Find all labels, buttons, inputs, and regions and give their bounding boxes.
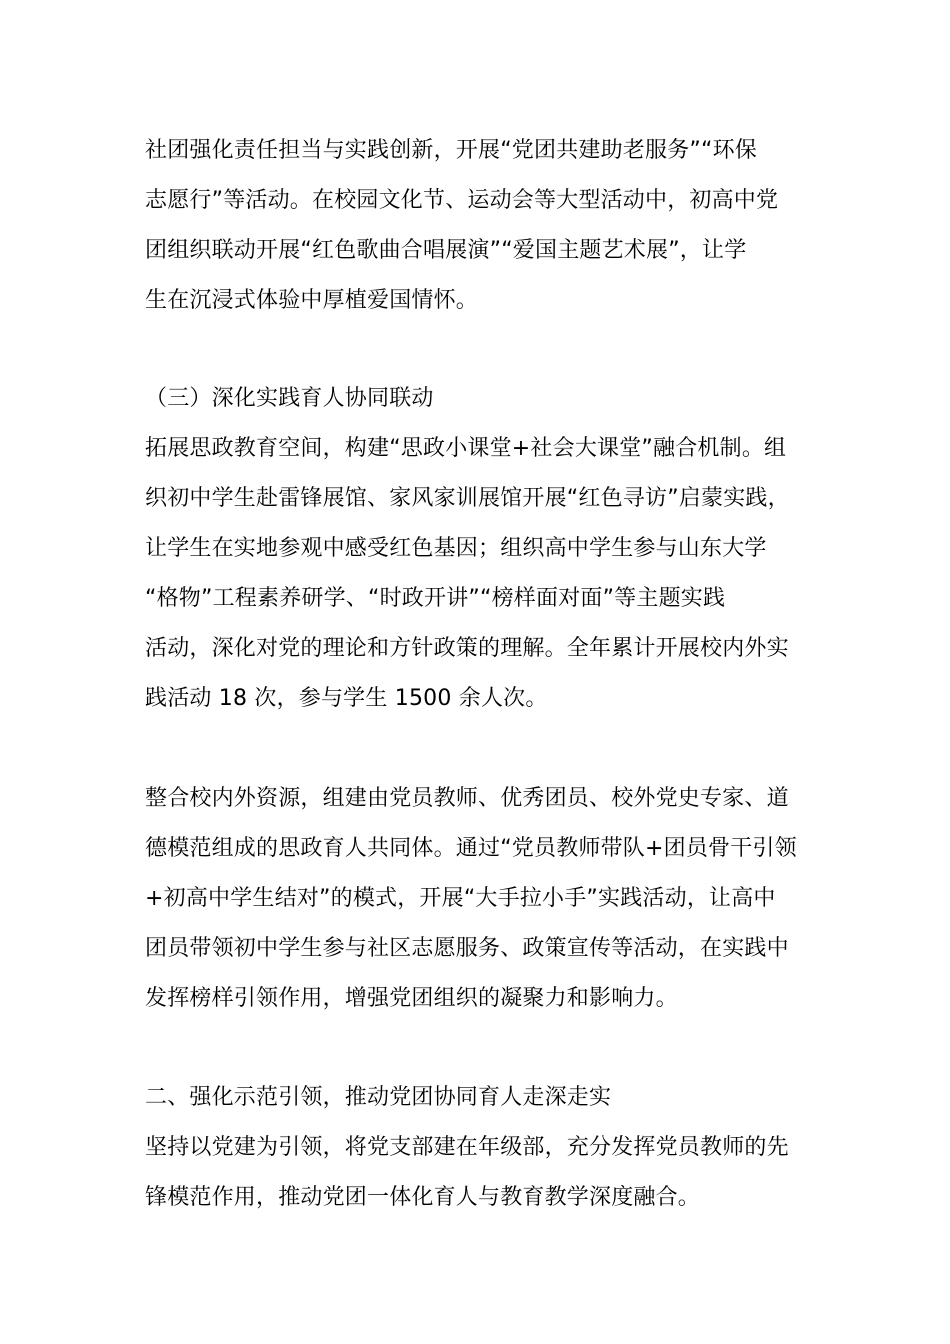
section-heading: （三）深化实践育人协同联动 <box>145 386 434 411</box>
paragraph-line: 锋模范作用，推动党团一体化育人与教育教学深度融合。 <box>145 1185 701 1210</box>
paragraph-line: 坚持以党建为引领，将党支部建在年级部，充分发挥党员教师的先 <box>145 1135 789 1160</box>
paragraph-line: 团组织联动开展“红色歌曲合唱展演”“爱国主题艺术展”，让学 <box>145 238 747 263</box>
paragraph-line: 践活动 18 次，参与学生 1500 余人次。 <box>145 686 548 711</box>
paragraph-line: 团员带领初中学生参与社区志愿服务、政策宣传等活动，在实践中 <box>145 936 789 961</box>
paragraph-line: 发挥榜样引领作用，增强党团组织的凝聚力和影响力。 <box>145 986 678 1011</box>
paragraph-line: 生在沉浸式体验中厚植爱国情怀。 <box>145 288 479 313</box>
paragraph-line: 志愿行”等活动。在校园文化节、运动会等大型活动中，初高中党 <box>145 188 779 213</box>
paragraph-line: 整合校内外资源，组建由党员教师、优秀团员、校外党史专家、道 <box>145 786 789 811</box>
paragraph-line: 让学生在实地参观中感受红色基因；组织高中学生参与山东大学 <box>145 536 767 561</box>
section-heading: 二、强化示范引领，推动党团协同育人走深走实 <box>145 1085 612 1110</box>
paragraph-line: 德模范组成的思政育人共同体。通过“党员教师带队+团员骨干引领 <box>145 836 797 861</box>
paragraph-line: “格物”工程素养研学、“时政开讲”“榜样面对面”等主题实践 <box>145 586 726 611</box>
paragraph-line: 社团强化责任担当与实践创新，开展“党团共建助老服务”“环保 <box>145 138 757 163</box>
paragraph-line: 织初中学生赴雷锋展馆、家风家训展馆开展“红色寻访”启蒙实践， <box>145 486 790 511</box>
paragraph-line: +初高中学生结对”的模式，开展“大手拉小手”实践活动，让高中 <box>145 886 776 911</box>
paragraph-line: 活动，深化对党的理论和方针政策的理解。全年累计开展校内外实 <box>145 636 789 661</box>
paragraph-line: 拓展思政教育空间，构建“思政小课堂+社会大课堂”融合机制。组 <box>145 436 787 461</box>
